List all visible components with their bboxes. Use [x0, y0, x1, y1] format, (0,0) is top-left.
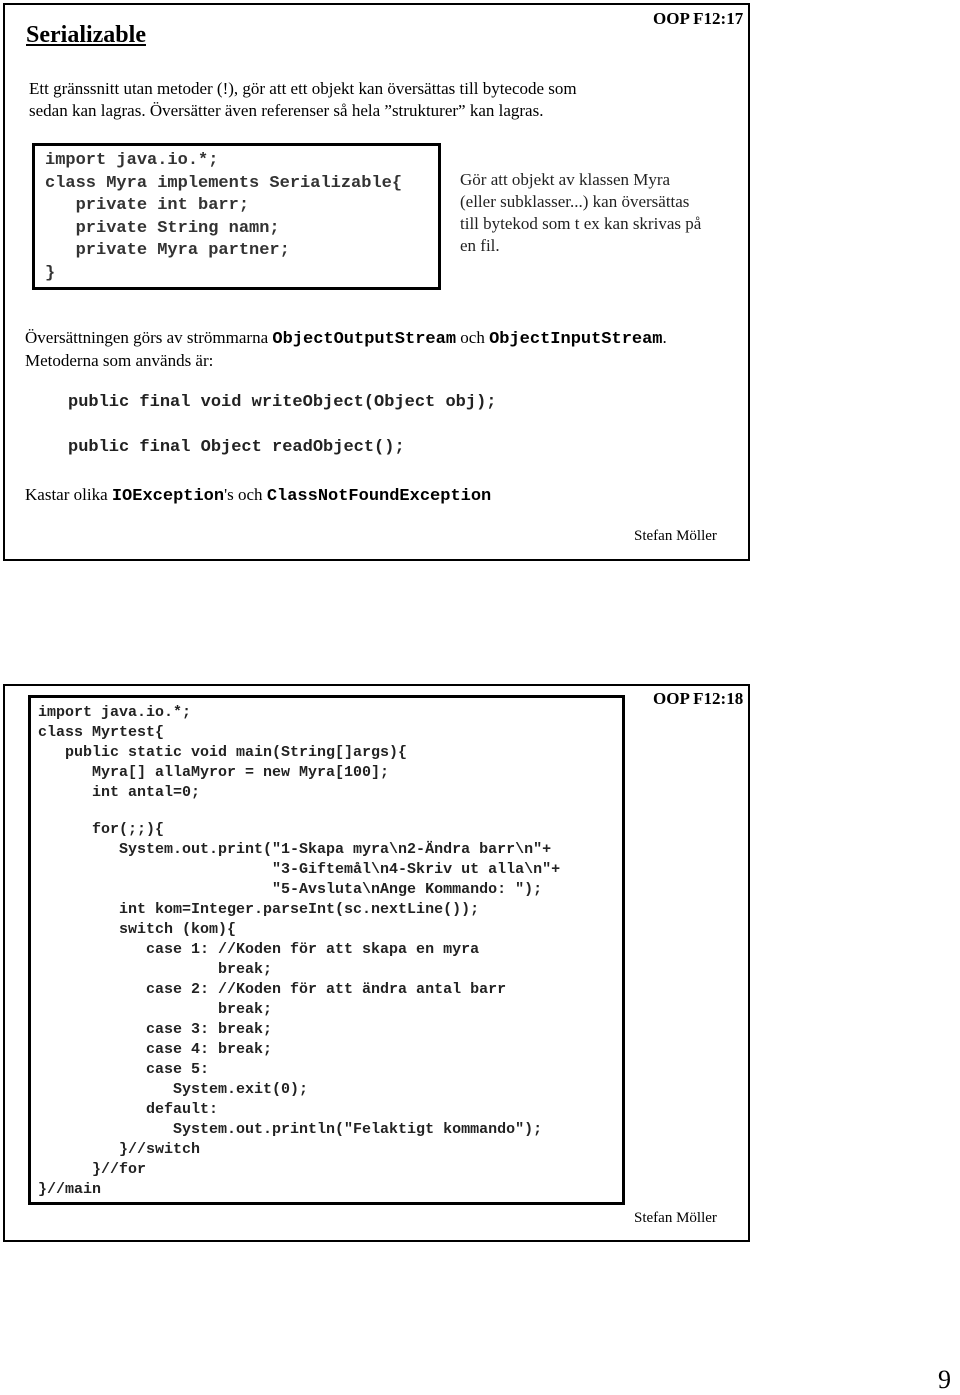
page-number: 9	[938, 1365, 951, 1394]
code-line: import java.io.*;	[38, 704, 192, 721]
exceptions-mid: 's och	[224, 485, 267, 504]
code-line: private Myra partner;	[45, 241, 290, 260]
exceptions-sentence	[25, 484, 491, 508]
code-box-myrtest	[28, 695, 625, 1205]
code-line: case 5:	[38, 1061, 210, 1078]
streams-suffix: .	[662, 328, 667, 347]
code-line: Myra[] allaMyror = new Myra[100];	[38, 764, 390, 781]
code-gap	[38, 803, 560, 820]
intro-line: sedan kan lagras. Översätter även referenser så hela ”strukturer” kan lagras.	[29, 101, 544, 120]
note-line: Gör att objekt av klassen Myra	[460, 170, 671, 189]
methods-intro: Metoderna som används är:	[25, 351, 214, 370]
exceptions-prefix: Kastar olika	[25, 485, 112, 504]
code-line: class Myrtest{	[38, 724, 165, 741]
code-line: int kom=Integer.parseInt(sc.nextLine());	[38, 901, 480, 918]
code-line: break;	[38, 1001, 273, 1018]
code-line: case 4: break;	[38, 1041, 273, 1058]
code-line: }//main	[38, 1181, 102, 1198]
code-line: class Myra implements Serializable{	[45, 173, 403, 193]
note-line: (eller subklasser...) kan översättas	[460, 192, 690, 211]
author-name: Stefan Möller	[634, 528, 717, 544]
streams-sentence	[25, 327, 667, 351]
write-object-signature: public final void writeObject(Object obj);	[68, 393, 497, 412]
slide-title: Serializable	[26, 22, 146, 48]
slide-number: OOP F12:17	[653, 9, 744, 28]
code-line: private String namn;	[45, 218, 280, 238]
code-line: "3-Giftemål\n4-Skriv ut alla\n"+	[38, 861, 561, 878]
note-line: till bytekod som t ex kan skrivas på	[460, 214, 702, 233]
slide-number: OOP F12:18	[653, 689, 744, 708]
code-line: case 1: //Koden för att skapa en myra	[38, 941, 480, 958]
code-line: public static void main(String[]args){	[38, 744, 408, 761]
code-line: int antal=0;	[38, 784, 201, 801]
author-name: Stefan Möller	[634, 1210, 717, 1226]
code-block	[45, 150, 402, 285]
class-not-found-exception: ClassNotFoundException	[266, 487, 492, 506]
code-line: System.out.println("Felaktigt kommando");	[38, 1121, 543, 1138]
intro-line: Ett gränssnitt utan metoder (!), gör att ett objekt kan översättas till bytecode som	[29, 79, 577, 98]
code-line: case 2: //Koden för att ändra antal barr	[38, 981, 507, 998]
code-line: switch (kom){	[38, 921, 237, 938]
code-box-myra	[32, 143, 441, 290]
code-line: "5-Avsluta\nAnge Kommando: ");	[38, 881, 543, 898]
code-line: }//for	[38, 1161, 147, 1178]
code-line: import java.io.*;	[45, 151, 219, 170]
streams-prefix: Översättningen görs av strömmarna	[25, 328, 273, 347]
streams-mid: och	[456, 328, 490, 347]
code-line: for(;;){	[38, 821, 165, 838]
io-exception: IOException	[111, 487, 225, 506]
note-line: en fil.	[460, 236, 500, 255]
code-line: break;	[38, 961, 273, 978]
code-line: private int barr;	[45, 196, 250, 215]
read-object-signature: public final Object readObject();	[68, 438, 405, 457]
code-line: }//switch	[38, 1141, 201, 1158]
serializable-note	[460, 169, 701, 257]
code-block	[38, 703, 560, 1200]
object-input-stream: ObjectInputStream	[489, 330, 663, 349]
code-line: System.out.print("1-Skapa myra\n2-Ändra barr\n"+	[38, 841, 552, 858]
code-line: }	[45, 263, 56, 283]
intro-paragraph	[29, 78, 577, 122]
object-output-stream: ObjectOutputStream	[272, 330, 457, 349]
code-line: System.exit(0);	[38, 1081, 309, 1098]
code-line: case 3: break;	[38, 1021, 273, 1038]
code-line: default:	[38, 1101, 219, 1118]
